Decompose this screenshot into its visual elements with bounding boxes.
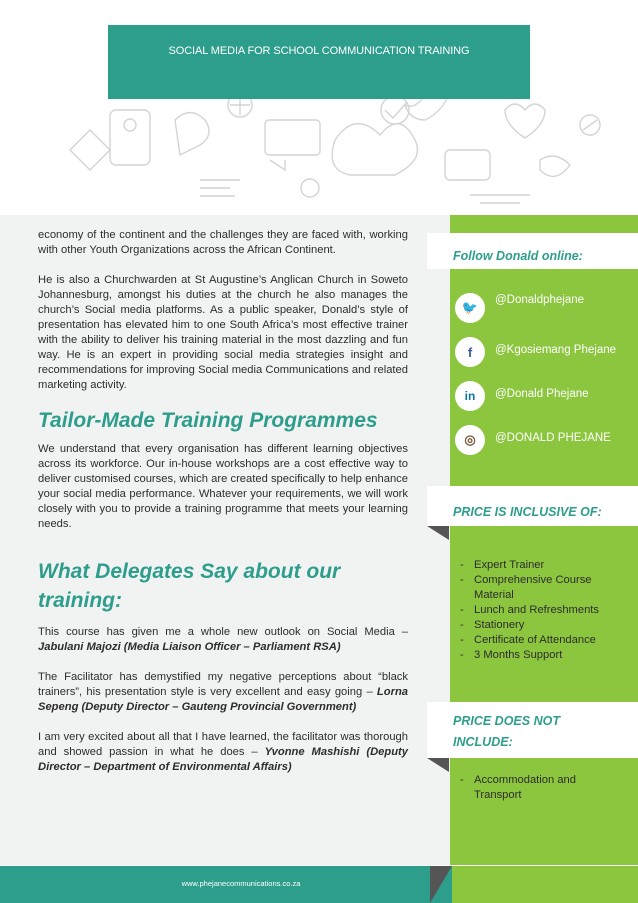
testimonial [38,625,408,655]
social-item-twitter[interactable] [455,293,625,323]
delegates-heading-line2: training: [38,589,122,612]
excludes-title-line2: INCLUDE: [453,735,513,749]
instagram-glyph: ◎ [464,432,476,447]
tailor-heading: Tailor-Made Training Programmes [38,409,378,432]
list-item: - Accommodation and Transport [460,773,610,803]
list-item: - Certificate of Attendance [460,633,605,648]
excludes-title-line1: PRICE DOES NOT [453,714,560,728]
testimonial-text: I am very excited about all that I have learned, the facilitator was thorough and showed passion in what he does – [38,731,408,758]
instagram-icon [455,425,485,455]
delegates-heading [38,557,408,615]
footer-url-link[interactable]: www.phejanecommunications.co.za [181,879,301,888]
linkedin-icon [455,381,485,411]
testimonial-author: Yvonne Mashishi (Deputy Director – Department of Environmental Affairs) [38,746,408,773]
twitter-glyph: 🐦 [461,300,479,315]
twitter-icon [455,293,485,323]
intro-paragraph: economy of the continent and the challenges they are faced with, working with other Youth Organizations across the African Continent. [38,229,408,256]
inclusive-title: PRICE IS INCLUSIVE OF: [453,505,602,519]
list-item: - Lunch and Refreshments [460,603,605,618]
inclusive-list [460,558,605,663]
bio-paragraph: He is also a Churchwarden at St Augustine’s Anglican Church in Soweto Johannesburg, amongst his duties at the church he also manages the church’s Social media platforms. As a public speaker, Donald’s style of presentation has elevated him to one South Africa’s most effective trainer with the ability to deliver his training material in the most dazzling and fun way. He is an expert in providing social media strategies insight and recommendations for improving Social media Communications and related marketing activity. [38,274,408,391]
hero-banner [0,0,638,215]
social-label-linkedin: @Donald Phejane [495,388,589,400]
social-label-twitter: @Donaldphejane [495,294,585,306]
linkedin-glyph: in [464,389,476,403]
social-item-instagram[interactable] [455,425,625,455]
testimonial-text: This course has given me a whole new outlook on Social Media – [38,626,408,638]
social-label-instagram: @DONALD PHEJANE [495,432,611,444]
list-item: - 3 Months Support [460,648,605,663]
list-item: - Stationery [460,618,605,633]
testimonial-author: Lorna Sepeng (Deputy Director – Gauteng Provincial Government) [38,686,408,713]
testimonial [38,670,408,715]
testimonial-text: The Facilitator has demystified my negative perceptions about “black trainers”, his presentation style is very excellent and easy going – [38,671,408,698]
header-band [108,25,530,99]
testimonial [38,730,408,775]
follow-title: Follow Donald online: [453,249,583,263]
inclusive-fold [427,526,449,540]
facebook-icon [455,337,485,367]
excludes-fold [427,758,449,772]
excludes-title [453,711,560,753]
social-item-facebook[interactable] [455,337,625,367]
social-label-facebook: @Kgosiemang Phejane [495,344,617,356]
main-content [38,228,408,790]
delegates-heading-line1: What Delegates Say about our [38,560,341,583]
social-item-linkedin[interactable] [455,381,625,411]
list-item: - Comprehensive Course Material [460,573,605,603]
facebook-glyph: f [467,344,473,360]
testimonial-author: Jabulani Majozi (Media Liaison Officer – Parliament RSA) [38,641,341,653]
list-item: - Expert Trainer [460,558,605,573]
excludes-list [460,773,610,803]
page-title: SOCIAL MEDIA FOR SCHOOL COMMUNICATION TRAINING [168,45,470,57]
social-media-doodles-illustration [0,80,638,215]
tailor-paragraph: We understand that every organisation has different learning objectives across its workforce. Our in-house workshops are a cost effective way to deliver customised courses, which are created specifically to help enhance your social media performance. Whatever your requirements, we will work closely with you to provide a training programme that meets your learning needs. [38,443,408,530]
